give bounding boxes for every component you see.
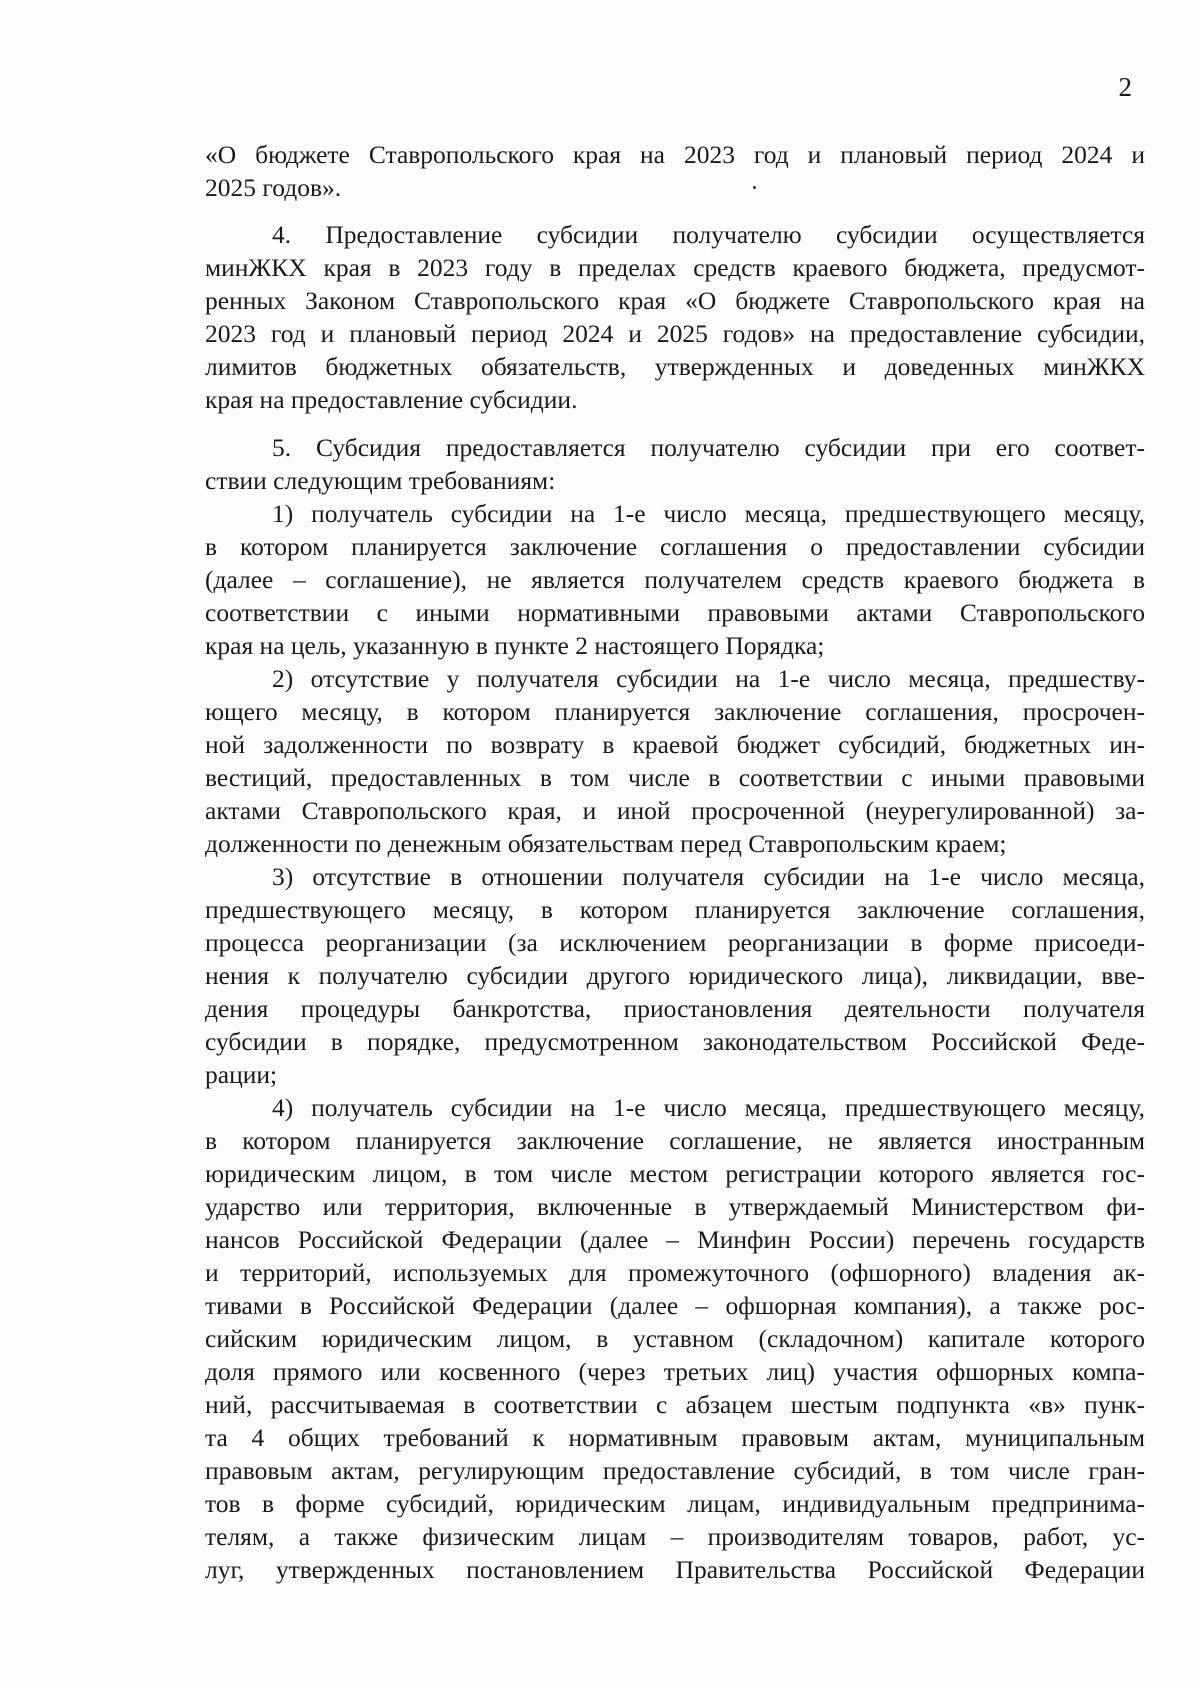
text-line: тов в форме субсидий, юридическим лицам, индивидуальным предпринима-: [205, 1489, 1145, 1518]
paragraph-4: [205, 218, 1145, 416]
text-line: нения к получателю субсидии другого юридического лица), ликвидации, вве-: [205, 961, 1145, 990]
text-line: в котором планируется заключение соглашения о предоставлении субсидии: [205, 532, 1145, 561]
text-line: лимитов бюджетных обязательств, утвержденных и доведенных минЖКХ: [205, 352, 1145, 381]
text-line: доля прямого или косвенного (через третьих лиц) участия офшорных компа-: [205, 1357, 1145, 1386]
paragraph-5: [205, 431, 1145, 497]
text-line: края на предоставление субсидии.: [205, 385, 578, 414]
text-line: 1) получатель субсидии на 1-е число месяца, предшествующего месяцу,: [272, 499, 1145, 528]
text-line: вестиций, предоставленных в том числе в соответствии с иными правовыми: [205, 763, 1145, 792]
text-line: 3) отсутствие в отношении получателя субсидии на 1-е число месяца,: [272, 862, 1145, 891]
text-line: актами Ставропольского края, и иной просроченной (неурегулированной) за-: [205, 796, 1145, 825]
text-line: и территорий, используемых для промежуточного (офшорного) владения ак-: [205, 1258, 1145, 1287]
paragraph-5-4: [205, 1091, 1145, 1586]
text-line: «О бюджете Ставропольского края на 2023 год и плановый период 2024 и: [205, 140, 1145, 169]
text-line: юридическим лицом, в том числе местом регистрации которого является гос-: [205, 1159, 1145, 1188]
text-line: края на цель, указанную в пункте 2 настоящего Порядка;: [205, 631, 825, 660]
text-line: нансов Российской Федерации (далее – Минфин России) перечень государств: [205, 1225, 1145, 1254]
text-line: соответствии с иными нормативными правовыми актами Ставропольского: [205, 598, 1145, 627]
text-line: луг, утвержденных постановлением Правительства Российской Федерации: [205, 1555, 1145, 1584]
text-line: сийским юридическим лицом, в уставном (складочном) капитале которого: [205, 1324, 1145, 1353]
text-line: ударство или территория, включенные в утверждаемый Министерством фи-: [205, 1192, 1145, 1221]
text-line: субсидии в порядке, предусмотренном законодательством Российской Феде-: [205, 1027, 1145, 1056]
text-line: телям, а также физическим лицам – производителям товаров, работ, ус-: [205, 1522, 1145, 1551]
text-line: процесса реорганизации (за исключением реорганизации в форме присоеди-: [205, 928, 1145, 957]
text-line: 2) отсутствие у получателя субсидии на 1-е число месяца, предшеству-: [272, 664, 1145, 693]
text-line: (далее – соглашение), не является получателем средств краевого бюджета в: [205, 565, 1145, 594]
paragraph-5-3: [205, 860, 1145, 1091]
text-line: ний, рассчитываемая в соответствии с абзацем шестым подпункта «в» пунк-: [205, 1390, 1145, 1419]
paragraph-5-2: [205, 662, 1145, 860]
text-line: тивами в Российской Федерации (далее – офшорная компания), а также рос-: [205, 1291, 1145, 1320]
text-line: ствии следующим требованиям:: [205, 466, 556, 495]
paragraph-intro: [205, 138, 1145, 204]
page-number: 2: [1118, 72, 1132, 102]
text-line: ющего месяцу, в котором планируется заключение соглашения, просрочен-: [205, 697, 1145, 726]
text-line: рации;: [205, 1060, 278, 1089]
text-line: 5. Субсидия предоставляется получателю субсидии при его соответ-: [272, 433, 1145, 462]
text-line: предшествующего месяцу, в котором планируется заключение соглашения,: [205, 895, 1145, 924]
text-line: долженности по денежным обязательствам перед Ставропольским краем;: [205, 829, 1007, 858]
text-line: 2023 год и плановый период 2024 и 2025 годов» на предоставление субсидии,: [205, 319, 1145, 348]
text-line: 4) получатель субсидии на 1-е число месяца, предшествующего месяцу,: [272, 1093, 1145, 1122]
text-line: 4. Предоставление субсидии получателю субсидии осуществляется: [272, 220, 1145, 249]
text-line: ной задолженности по возврату в краевой бюджет субсидий, бюджетных ин-: [205, 730, 1145, 759]
text-line: 2025 годов».: [205, 173, 342, 202]
text-line: в котором планируется заключение соглашение, не является иностранным: [205, 1126, 1145, 1155]
text-line: минЖКХ края в 2023 году в пределах средств краевого бюджета, предусмот-: [205, 253, 1145, 282]
text-line: та 4 общих требований к нормативным правовым актам, муниципальным: [205, 1423, 1145, 1452]
text-line: дения процедуры банкротства, приостановления деятельности получателя: [205, 994, 1145, 1023]
paragraph-5-1: [205, 497, 1145, 662]
text-line: правовым актам, регулирующим предоставление субсидий, в том числе гран-: [205, 1456, 1145, 1485]
text-line: ренных Законом Ставропольского края «О бюджете Ставропольского края на: [205, 286, 1145, 315]
